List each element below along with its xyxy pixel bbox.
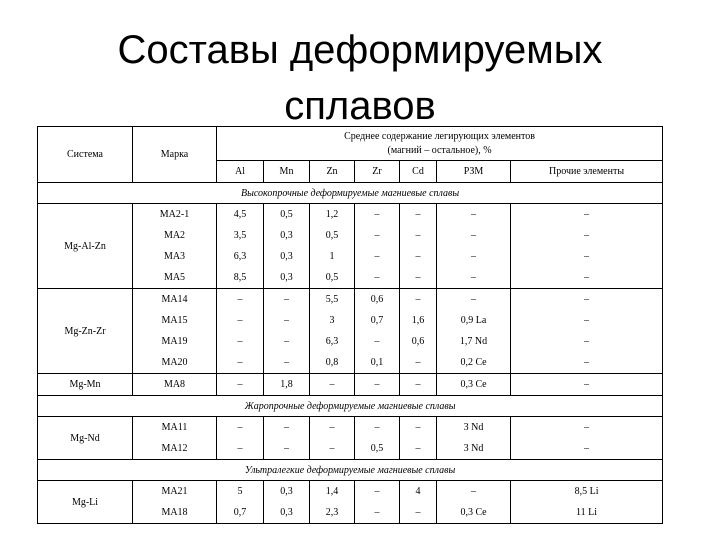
value-cell: 0,5 (310, 225, 355, 246)
value-cell: – (217, 438, 264, 460)
value-cell: 1,6 (400, 310, 437, 331)
value-cell: – (217, 310, 264, 331)
system-cell: Mg-Mn (38, 374, 133, 396)
header-col-mn: Mn (264, 161, 310, 183)
value-cell: 1,2 (310, 204, 355, 226)
value-cell: – (511, 417, 663, 439)
grade-cell: МА8 (133, 374, 217, 396)
value-cell: – (400, 374, 437, 396)
value-cell: – (217, 374, 264, 396)
table-row (38, 374, 663, 396)
table-row (38, 204, 663, 226)
header-content-line-2: (магний – остальное), % (387, 144, 492, 156)
value-cell: – (511, 204, 663, 226)
alloy-composition-table (37, 126, 663, 524)
value-cell: 0,5 (310, 267, 355, 289)
header-col-zr: Zr (355, 161, 400, 183)
grade-cell: МА21 (133, 481, 217, 503)
header-system: Система (38, 127, 133, 183)
header-col-cd: Cd (400, 161, 437, 183)
value-cell: – (355, 267, 400, 289)
value-cell: – (400, 502, 437, 524)
value-cell: – (217, 352, 264, 374)
value-cell: 4,5 (217, 204, 264, 226)
system-cell: Mg-Nd (38, 417, 133, 460)
system-cell: Mg-Al-Zn (38, 204, 133, 289)
value-cell: – (264, 417, 310, 439)
value-cell: 0,5 (355, 438, 400, 460)
value-cell: – (511, 267, 663, 289)
value-cell: – (217, 331, 264, 352)
table-row (38, 417, 663, 439)
grade-cell: МА12 (133, 438, 217, 460)
value-cell: – (355, 246, 400, 267)
section-title: Ультралегкие деформируемые магниевые сплавы (38, 460, 663, 481)
grade-cell: МА19 (133, 331, 217, 352)
grade-cell: МА15 (133, 310, 217, 331)
value-cell: 0,3 (264, 267, 310, 289)
value-cell: 0,3 (264, 481, 310, 503)
value-cell: – (511, 374, 663, 396)
value-cell: – (437, 267, 511, 289)
value-cell: – (437, 289, 511, 311)
value-cell: 0,6 (400, 331, 437, 352)
section-row (38, 460, 663, 481)
value-cell: – (511, 289, 663, 311)
value-cell: – (437, 225, 511, 246)
header-col-zn: Zn (310, 161, 355, 183)
value-cell: 0,2 Ce (437, 352, 511, 374)
grade-cell: МА2 (133, 225, 217, 246)
value-cell: – (310, 417, 355, 439)
slide-title-line-1: Составы деформируемых (117, 28, 603, 72)
value-cell: – (310, 438, 355, 460)
value-cell: – (355, 331, 400, 352)
header-content-line-1: Среднее содержание легирующих элементов (344, 130, 535, 142)
value-cell: – (437, 246, 511, 267)
value-cell: 8,5 Li (511, 481, 663, 503)
system-cell: Mg-Zn-Zr (38, 289, 133, 374)
value-cell: 0,3 Ce (437, 502, 511, 524)
value-cell: 1,4 (310, 481, 355, 503)
value-cell: 6,3 (217, 246, 264, 267)
section-title: Высокопрочные деформируемые магниевые сплавы (38, 183, 663, 204)
section-row (38, 183, 663, 204)
table-row (38, 289, 663, 311)
slide-title (0, 22, 720, 134)
value-cell: 0,7 (217, 502, 264, 524)
value-cell: – (511, 310, 663, 331)
value-cell: – (400, 289, 437, 311)
value-cell: – (400, 352, 437, 374)
value-cell: 0,5 (264, 204, 310, 226)
value-cell: – (511, 352, 663, 374)
value-cell: – (355, 481, 400, 503)
grade-cell: МА5 (133, 267, 217, 289)
value-cell: 0,3 (264, 246, 310, 267)
value-cell: – (511, 225, 663, 246)
section-row (38, 396, 663, 417)
value-cell: 1,8 (264, 374, 310, 396)
value-cell: 0,6 (355, 289, 400, 311)
value-cell: 3 Nd (437, 438, 511, 460)
value-cell: 3 Nd (437, 417, 511, 439)
value-cell: – (437, 204, 511, 226)
value-cell: – (310, 374, 355, 396)
value-cell: 4 (400, 481, 437, 503)
value-cell: – (264, 438, 310, 460)
value-cell: – (264, 310, 310, 331)
value-cell: – (355, 204, 400, 226)
value-cell: – (511, 438, 663, 460)
value-cell: 0,9 La (437, 310, 511, 331)
value-cell: – (400, 204, 437, 226)
grade-cell: МА11 (133, 417, 217, 439)
value-cell: 1,7 Nd (437, 331, 511, 352)
system-cell: Mg-Li (38, 481, 133, 524)
value-cell: – (355, 502, 400, 524)
value-cell: 0,3 Ce (437, 374, 511, 396)
value-cell: – (511, 331, 663, 352)
value-cell: – (264, 331, 310, 352)
value-cell: – (355, 374, 400, 396)
value-cell: 8,5 (217, 267, 264, 289)
value-cell: 3,5 (217, 225, 264, 246)
value-cell: – (511, 246, 663, 267)
grade-cell: МА20 (133, 352, 217, 374)
value-cell: 0,3 (264, 502, 310, 524)
value-cell: 0,3 (264, 225, 310, 246)
section-title: Жаропрочные деформируемые магниевые сплавы (38, 396, 663, 417)
value-cell: 5 (217, 481, 264, 503)
value-cell: 0,8 (310, 352, 355, 374)
header-content (217, 127, 663, 161)
value-cell: – (400, 225, 437, 246)
grade-cell: МА3 (133, 246, 217, 267)
value-cell: – (400, 246, 437, 267)
grade-cell: МА14 (133, 289, 217, 311)
value-cell: – (217, 289, 264, 311)
value-cell: – (400, 417, 437, 439)
value-cell: – (400, 267, 437, 289)
value-cell: – (437, 481, 511, 503)
value-cell: – (217, 417, 264, 439)
grade-cell: МА2-1 (133, 204, 217, 226)
header-col-other: Прочие элементы (511, 161, 663, 183)
header-col-rzm: РЗМ (437, 161, 511, 183)
value-cell: 1 (310, 246, 355, 267)
value-cell: – (264, 289, 310, 311)
value-cell: 2,3 (310, 502, 355, 524)
header-col-al: Al (217, 161, 264, 183)
grade-cell: МА18 (133, 502, 217, 524)
table-body (38, 183, 663, 524)
value-cell: – (355, 417, 400, 439)
value-cell: – (400, 438, 437, 460)
table-row (38, 481, 663, 503)
header-grade: Марка (133, 127, 217, 183)
value-cell: 0,7 (355, 310, 400, 331)
value-cell: – (264, 352, 310, 374)
value-cell: 11 Li (511, 502, 663, 524)
value-cell: 6,3 (310, 331, 355, 352)
value-cell: 0,1 (355, 352, 400, 374)
value-cell: – (355, 225, 400, 246)
slide-title-line-2: сплавов (284, 84, 436, 128)
value-cell: 3 (310, 310, 355, 331)
value-cell: 5,5 (310, 289, 355, 311)
